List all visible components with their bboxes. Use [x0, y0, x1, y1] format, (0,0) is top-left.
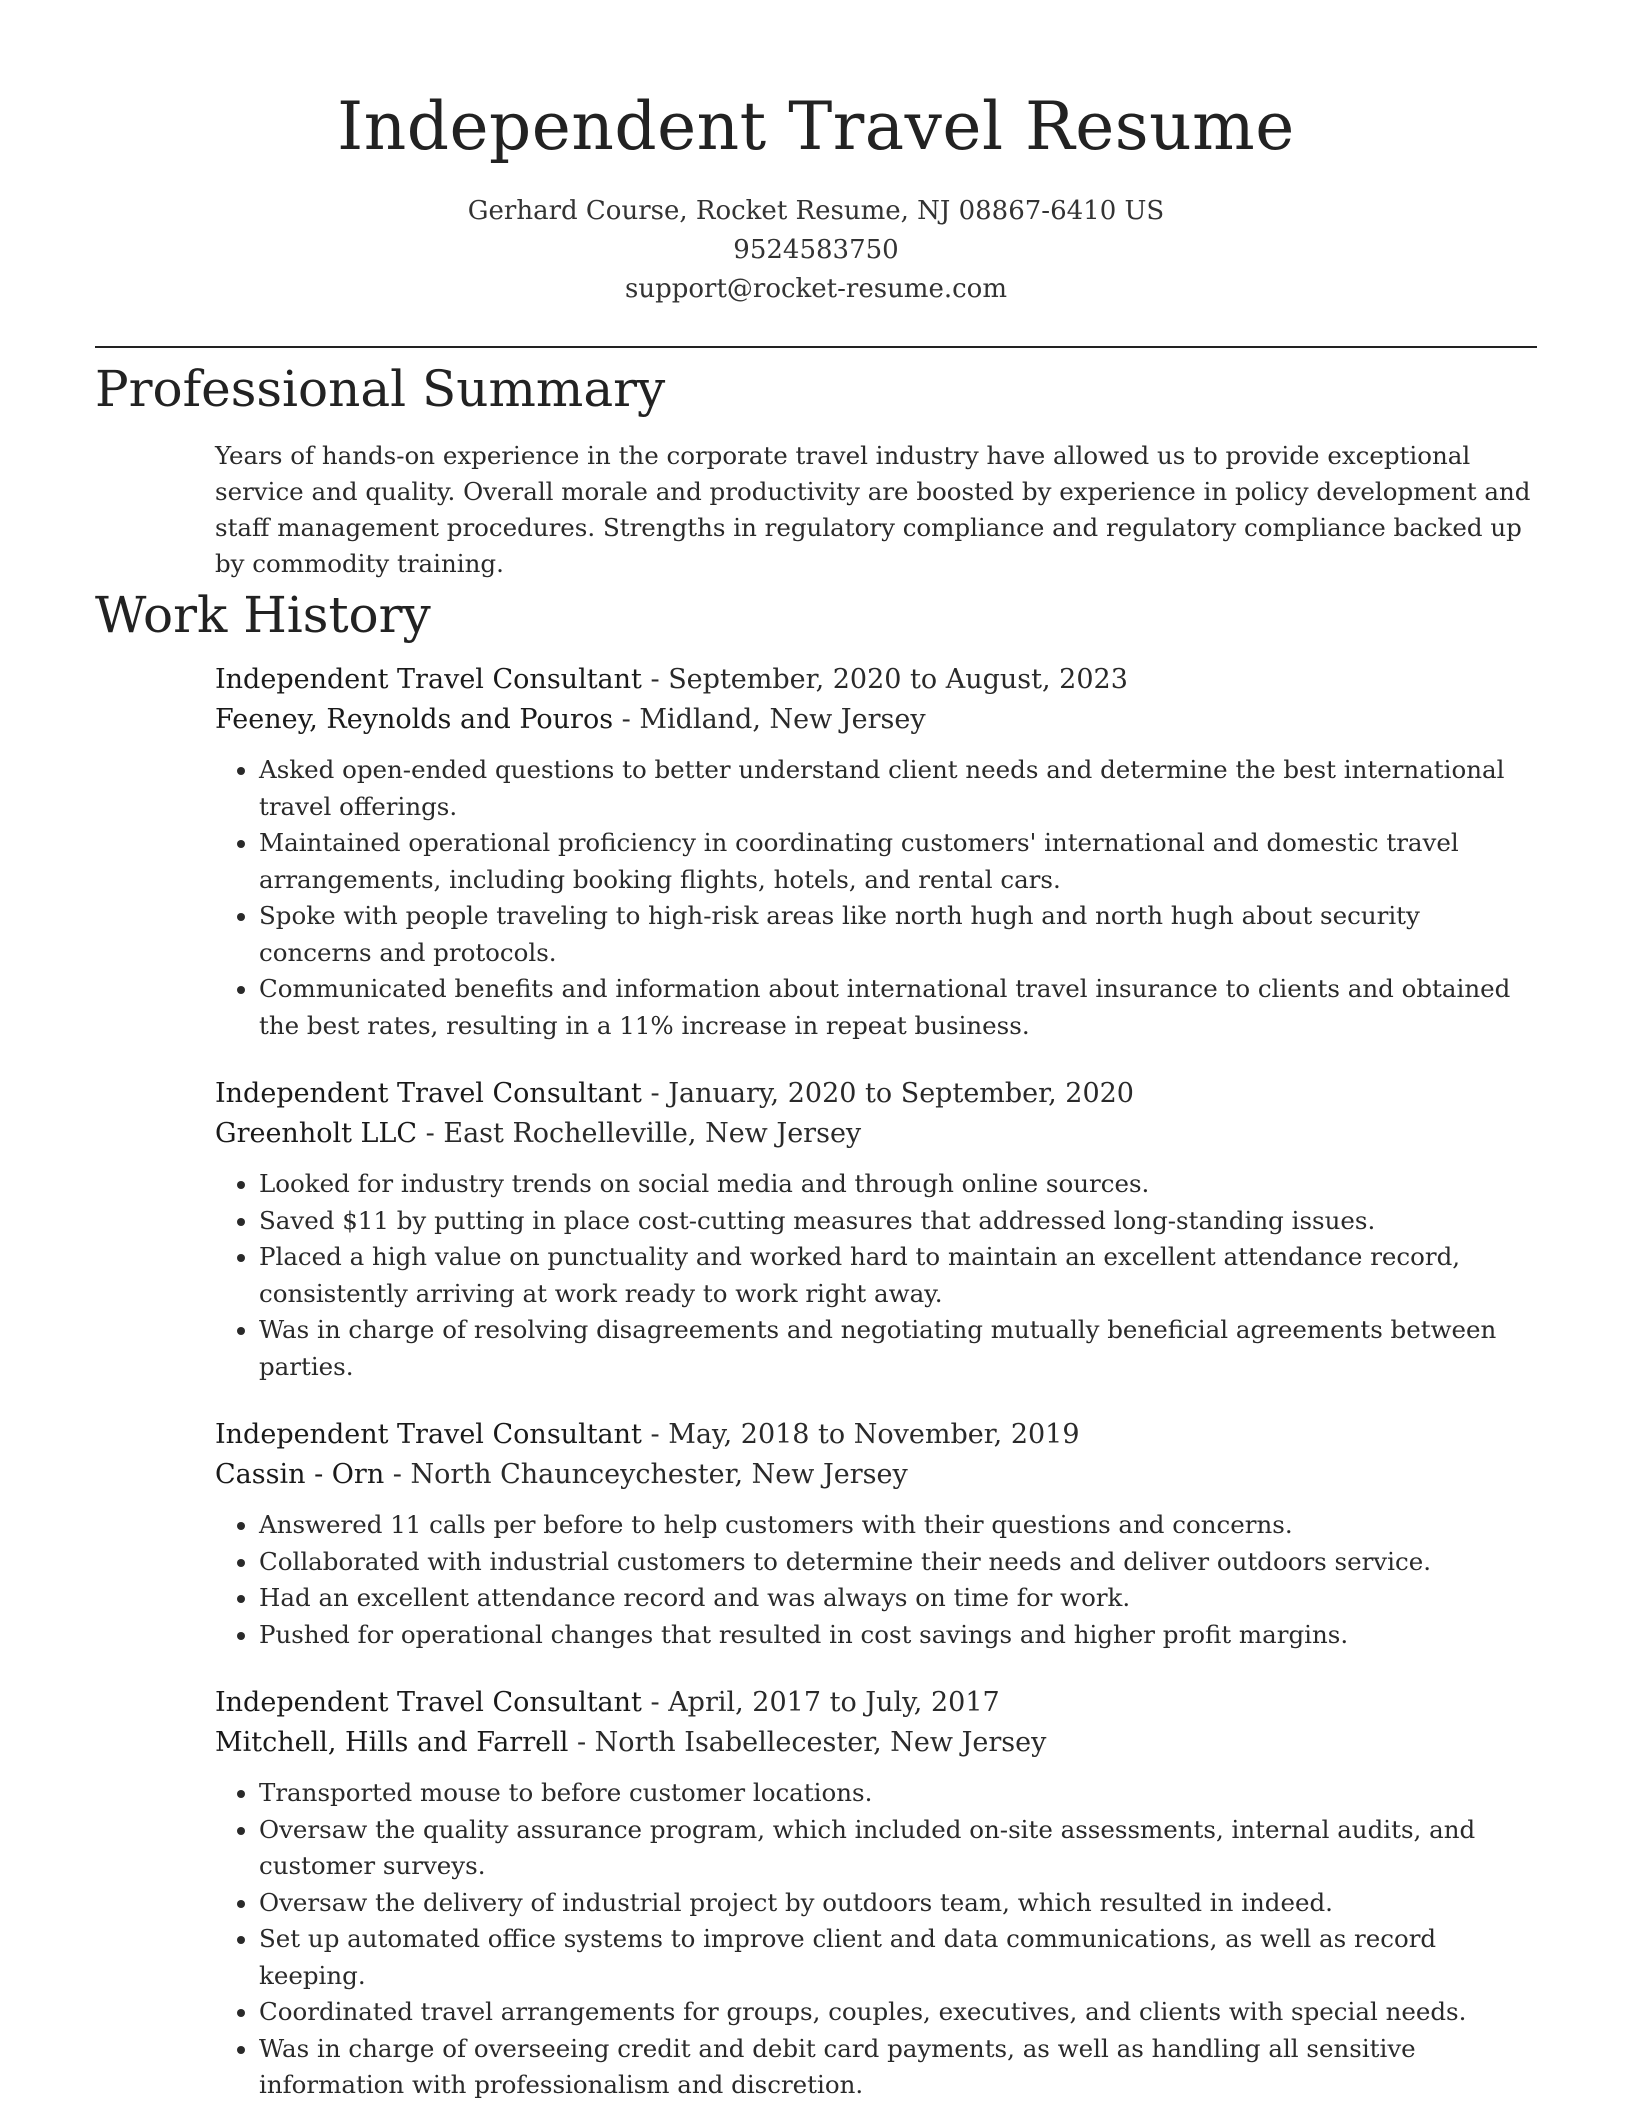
job-bullet: • Collaborated with industrial customers to determine their needs and deliver outdoors service. [259, 1544, 1537, 1581]
contact-address: Gerhard Course, Rocket Resume, NJ 08867-6410 US [467, 196, 1165, 226]
job-separator: - [568, 1727, 595, 1758]
job-bullets [215, 1507, 1537, 1653]
job-dates: September, 2020 to August, 2023 [668, 664, 1128, 695]
job-separator: - [641, 664, 669, 695]
job-company-line [215, 1114, 1537, 1154]
job-title-line [215, 1683, 1537, 1723]
job-company: Greenholt LLC [215, 1118, 418, 1149]
job-location: North Chaunceychester, New Jersey [410, 1459, 908, 1490]
job-location: Midland, New Jersey [639, 704, 926, 735]
job-bullet: • Oversaw the delivery of industrial project by outdoors team, which resulted in indeed. [259, 1885, 1537, 1922]
job-bullet: • Oversaw the quality assurance program, which included on-site assessments, internal audits, and customer surveys. [259, 1812, 1537, 1885]
job-title: Independent Travel Consultant [215, 664, 642, 695]
job-bullet: • Asked open-ended questions to better understand client needs and determine the best international travel offerings. [259, 752, 1537, 825]
job-bullet: • Set up automated office systems to improve client and data communications, as well as record keeping. [259, 1921, 1537, 1994]
job-separator: - [641, 1078, 669, 1109]
job-entry [215, 660, 1537, 1044]
job-title-line [215, 1074, 1537, 1114]
job-bullet: • Coordinated travel arrangements for groups, couples, executives, and clients with special needs. [259, 1994, 1537, 2031]
job-title: Independent Travel Consultant [215, 1078, 642, 1109]
job-title: Independent Travel Consultant [215, 1687, 642, 1718]
job-company-line [215, 700, 1537, 740]
job-title-line [215, 1415, 1537, 1455]
job-company: Mitchell, Hills and Farrell [215, 1727, 569, 1758]
section-heading-summary: Professional Summary [95, 360, 666, 418]
job-entry [215, 1415, 1537, 1653]
job-bullet: • Answered 11 calls per before to help customers with their questions and concerns. [259, 1507, 1537, 1544]
job-bullet: • Saved $11 by putting in place cost-cutting measures that addressed long-standing issues. [259, 1203, 1537, 1240]
header-divider [95, 346, 1537, 348]
job-separator: - [641, 1687, 669, 1718]
job-title-line [215, 660, 1537, 700]
job-company-line [215, 1455, 1537, 1495]
contact-phone: 9524583750 [733, 235, 899, 265]
resume-page [95, 0, 1537, 2104]
job-entry [215, 1683, 1537, 2104]
job-separator: - [613, 704, 640, 735]
resume-title: Independent Travel Resume [337, 88, 1295, 165]
job-dates: April, 2017 to July, 2017 [668, 1687, 1000, 1718]
job-location: East Rochelleville, New Jersey [443, 1118, 862, 1149]
job-bullets [215, 1775, 1537, 2104]
job-separator: - [417, 1118, 444, 1149]
job-bullet: • Maintained operational proficiency in coordinating customers' international and domestic travel arrangements, including booking flights, hotels, and rental cars. [259, 825, 1537, 898]
job-dates: January, 2020 to September, 2020 [668, 1078, 1134, 1109]
job-company: Cassin - Orn [215, 1459, 385, 1490]
job-bullet: • Transported mouse to before customer locations. [259, 1775, 1537, 1812]
job-bullet: • Looked for industry trends on social media and through online sources. [259, 1166, 1537, 1203]
summary-text: Years of hands-on experience in the corporate travel industry have allowed us to provide exceptional service and quality. Overall morale and productivity are boosted by experience in policy development and staff management procedures. Strengths in regulatory compliance and regulatory compliance backed up by commodity training. [215, 441, 1531, 578]
job-location: North Isabellecester, New Jersey [594, 1727, 1047, 1758]
job-dates: May, 2018 to November, 2019 [668, 1419, 1080, 1450]
job-bullet: • Pushed for operational changes that resulted in cost savings and higher profit margins. [259, 1617, 1537, 1654]
job-company: Feeney, Reynolds and Pouros [215, 704, 614, 735]
contact-block [95, 192, 1537, 309]
job-bullets [215, 1166, 1537, 1385]
job-bullet: • Communicated benefits and information about international travel insurance to clients and obtained the best rates, resulting in a 11% increase in repeat business. [259, 971, 1537, 1044]
job-entry [215, 1074, 1537, 1385]
resume-header [95, 0, 1537, 309]
job-bullet: • Had an excellent attendance record and was always on time for work. [259, 1580, 1537, 1617]
section-heading-work-history: Work History [95, 586, 431, 644]
job-bullet: • Spoke with people traveling to high-risk areas like north hugh and north hugh about security concerns and protocols. [259, 898, 1537, 971]
job-bullets [215, 752, 1537, 1044]
job-bullet: • Placed a high value on punctuality and worked hard to maintain an excellent attendance record, consistently arriving at work ready to work right away. [259, 1239, 1537, 1312]
job-bullet: • Was in charge of resolving disagreements and negotiating mutually beneficial agreements between parties. [259, 1312, 1537, 1385]
job-separator: - [641, 1419, 669, 1450]
contact-email: support@rocket-resume.com [624, 274, 1007, 304]
job-title: Independent Travel Consultant [215, 1419, 642, 1450]
job-separator: - [384, 1459, 411, 1490]
job-bullet: • Was in charge of overseeing credit and debit card payments, as well as handling all sensitive information with professionalism and discretion. [259, 2031, 1537, 2104]
job-company-line [215, 1723, 1537, 1763]
